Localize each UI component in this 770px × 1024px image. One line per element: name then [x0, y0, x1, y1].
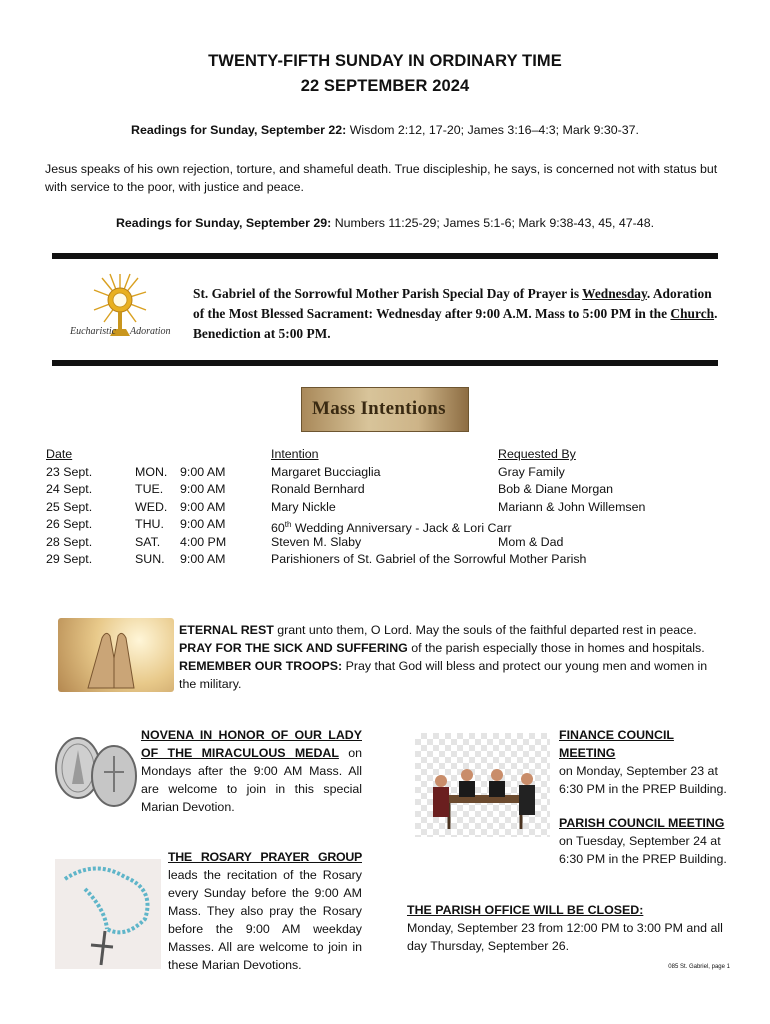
eternal-rest-text: grant unto them, O Lord. May the souls of the faithful departed rest in peace.: [273, 623, 697, 637]
row-day: TUE.: [135, 482, 164, 496]
row-requested-by: Bob & Diane Morgan: [498, 482, 614, 496]
divider-rule: [52, 360, 718, 366]
readings-sept-29: [0, 216, 770, 230]
prayer-day-text: St. Gabriel of the Sorrowful Mother Parish Special Day of Prayer is: [193, 286, 583, 301]
column-header-intention: Intention: [271, 447, 319, 461]
row-time: 9:00 AM: [180, 499, 226, 514]
row-time: 9:00 AM: [180, 482, 226, 496]
office-closed-title: THE PARISH OFFICE WILL BE CLOSED:: [407, 903, 644, 917]
table-row: [46, 464, 736, 481]
rosary-image: [55, 859, 161, 969]
monstrance-image: [68, 272, 190, 352]
row-time: 9:00 AM: [180, 464, 226, 479]
adoration-place: Church: [670, 306, 715, 321]
rosary-section: [168, 848, 362, 974]
row-day: MON.: [135, 464, 168, 479]
rosary-icon: [55, 859, 161, 969]
page-date: 22 SEPTEMBER 2024: [300, 77, 470, 95]
row-intention: Mary Nickle: [271, 499, 336, 514]
row-date: 25 Sept.: [46, 499, 93, 514]
finance-council-title: FINANCE COUNCIL MEETING: [559, 728, 674, 760]
troops-text: Pray that God will bless and protect our young men and women in the military.: [179, 659, 708, 691]
troops-label: REMEMBER OUR TROOPS:: [179, 659, 343, 673]
svg-text:Adoration: Adoration: [130, 326, 171, 337]
row-date: 28 Sept.: [46, 534, 93, 549]
row-date: 29 Sept.: [46, 552, 93, 566]
page-footer: 085 St. Gabriel, page 1: [668, 964, 730, 970]
mass-intentions-title: Mass Intentions: [312, 398, 446, 419]
monstrance-icon: [68, 272, 190, 352]
praying-hands-icon: [58, 618, 174, 692]
prayer-day-notice: [193, 284, 721, 344]
row-time: 9:00 AM: [180, 552, 226, 566]
medal-icon: [52, 734, 138, 812]
row-date: 23 Sept.: [46, 464, 93, 479]
column-header-date: Date: [46, 447, 73, 461]
row-date: 24 Sept.: [46, 482, 93, 496]
row-requested-by: Mom & Dad: [498, 534, 564, 549]
benediction-text: . Benediction at 5:00 PM.: [193, 306, 718, 341]
meeting-image: [415, 733, 550, 837]
column-header-requested-by: Requested By: [498, 447, 576, 461]
eternal-rest-label: ETERNAL REST: [179, 623, 274, 637]
row-date: 26 Sept.: [46, 517, 93, 531]
table-row: [46, 499, 736, 516]
table-header: [46, 446, 736, 463]
finance-council-text: on Monday, September 23 at 6:30 PM in the PREP Building.: [559, 764, 727, 796]
readings-label: Readings for Sunday, September 22:: [131, 123, 347, 137]
novena-title: NOVENA IN HONOR OF OUR LADY OF THE MIRACULOUS MEDAL: [141, 728, 362, 760]
prayer-day-weekday: Wednesday: [582, 286, 647, 301]
mass-intentions-banner: [301, 387, 469, 432]
office-closed-text: Monday, September 23 from 12:00 PM to 3:00 PM and all day Thursday, September 26.: [407, 921, 723, 953]
row-time: 4:00 PM: [180, 534, 227, 549]
sick-text: of the parish especially those in homes and hospitals.: [407, 641, 705, 655]
table-row: [46, 516, 736, 536]
mass-intentions-table: [46, 446, 736, 576]
praying-hands-image: [58, 618, 174, 692]
row-day: THU.: [135, 517, 164, 531]
readings-sept-22: [0, 123, 770, 137]
row-day: SUN.: [135, 552, 165, 566]
anniversary-text: Wedding Anniversary - Jack & Lori Carr: [291, 521, 512, 536]
anniversary-number: 60: [271, 521, 285, 536]
parish-council-title: PARISH COUNCIL MEETING: [559, 816, 725, 830]
row-day: WED.: [135, 499, 168, 514]
svg-text:Eucharistic: Eucharistic: [70, 326, 117, 337]
meeting-icon: [415, 733, 550, 837]
miraculous-medal-image: [52, 734, 138, 812]
row-intention: Ronald Bernhard: [271, 482, 365, 496]
readings-text: Numbers 11:25-29; James 5:1-6; Mark 9:38-43, 45, 47-48.: [331, 216, 655, 230]
row-intention: Margaret Bucciaglia: [271, 464, 381, 479]
table-row: [46, 534, 736, 551]
row-intention: Parishioners of St. Gabriel of the Sorrowful Mother Parish: [271, 552, 587, 566]
table-row: [46, 551, 736, 568]
adoration-text: . Adoration of the Most Blessed Sacrament: Wednesday after 9:00 A.M. Mass to 5:00 PM in the: [193, 286, 712, 321]
row-requested-by: Mariann & John Willemsen: [498, 499, 646, 514]
office-closed-section: [407, 901, 729, 955]
row-day: SAT.: [135, 534, 161, 549]
row-time: 9:00 AM: [180, 517, 226, 531]
divider-rule: [52, 253, 718, 259]
page-title: TWENTY-FIFTH SUNDAY IN ORDINARY TIME: [208, 52, 562, 70]
readings-text: Wisdom 2:12, 17-20; James 3:16–4:3; Mark 9:30-37.: [346, 123, 639, 137]
novena-text: on Mondays after the 9:00 AM Mass. All are welcome to join in this special Marian Devotion.: [141, 746, 363, 814]
parish-council-text: on Tuesday, September 24 at 6:30 PM in the PREP Building.: [559, 834, 727, 866]
gospel-reflection: Jesus speaks of his own rejection, torture, and shameful death. True discipleship, he says, is concerned not with status but with service to the poor, with justice and peace.: [45, 162, 718, 194]
rosary-text: leads the recitation of the Rosary every Sunday before the 9:00 AM Mass. They also pray the Rosary before the 9:00 AM weekday Masses. All are welcome to join in these Marian Devotions.: [168, 868, 362, 972]
row-requested-by: Gray Family: [498, 464, 565, 479]
ordinal-suffix: th: [284, 520, 292, 529]
novena-section: [141, 726, 362, 816]
sick-label: PRAY FOR THE SICK AND SUFFERING: [179, 641, 408, 655]
finance-council-section: [559, 726, 729, 798]
table-row: [46, 481, 736, 498]
parish-council-section: [559, 814, 729, 868]
row-intention: Steven M. Slaby: [271, 534, 362, 549]
readings-label: Readings for Sunday, September 29:: [115, 216, 332, 230]
eternal-rest-section: [179, 621, 727, 693]
rosary-title: THE ROSARY PRAYER GROUP: [168, 850, 362, 864]
